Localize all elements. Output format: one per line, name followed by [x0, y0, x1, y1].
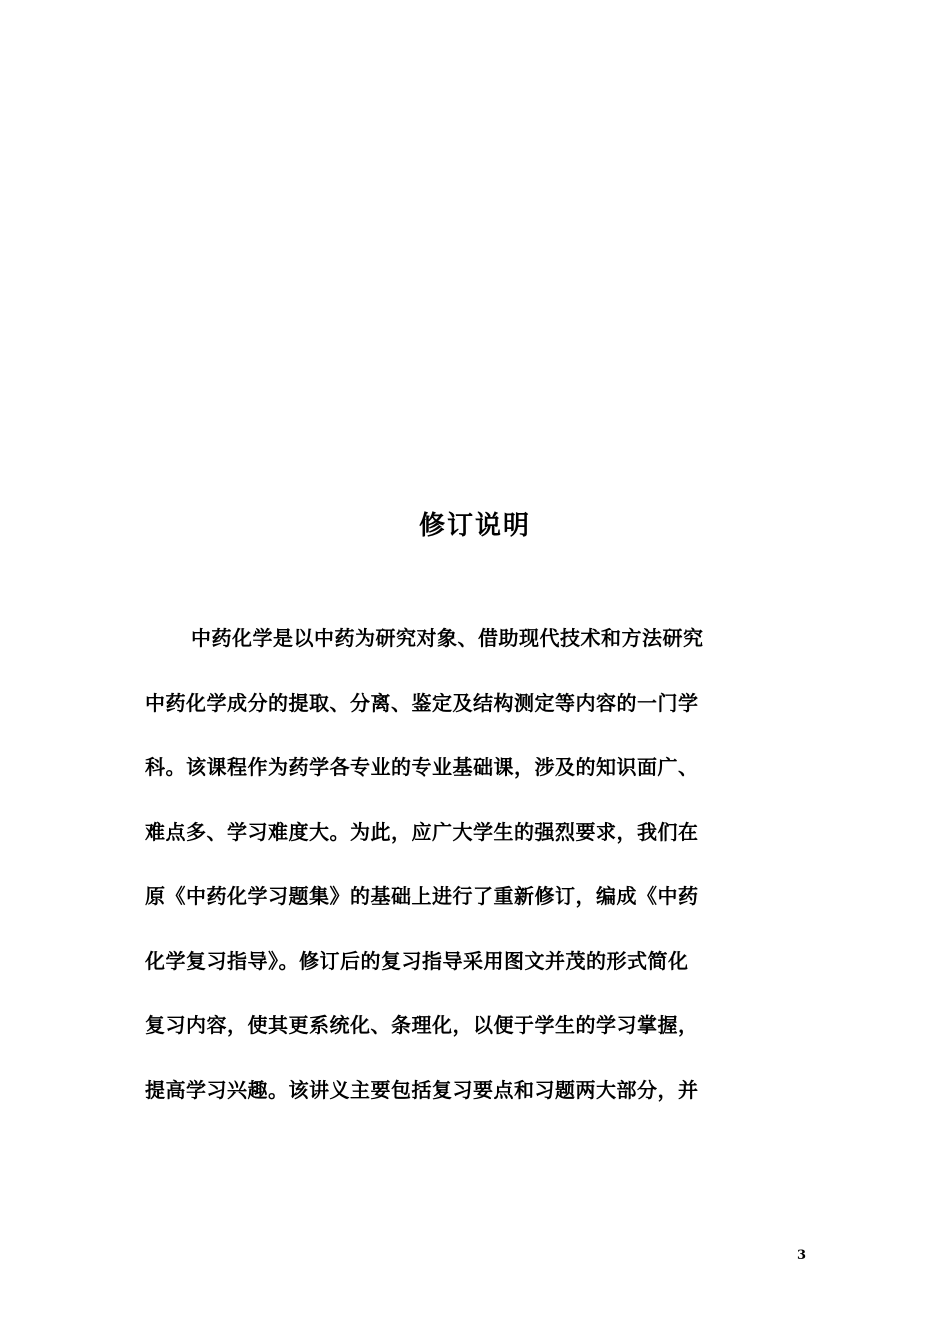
paragraph-line-6: 化学复习指导》。修订后的复习指导采用图文并茂的形式简化	[145, 948, 689, 973]
paragraph-line-4: 难点多、学习难度大。为此，应广大学生的强烈要求，我们在	[145, 819, 699, 844]
paragraph-line-7: 复习内容，使其更系统化、条理化，以便于学生的学习掌握，	[145, 1013, 699, 1037]
paragraph-line-2: 中药化学成分的提取、分离、鉴定及结构测定等内容的一门学	[145, 690, 699, 715]
page-number: 3	[796, 1248, 806, 1263]
body-paragraph	[145, 624, 807, 1140]
paragraph-line-8: 提高学习兴趣。该讲义主要包括复习要点和习题两大部分，并	[145, 1077, 699, 1102]
paragraph-line-3: 科。该课程作为药学各专业的专业基础课，涉及的知识面广、	[145, 755, 699, 779]
paragraph-line-5: 原《中药化学习题集》的基础上进行了重新修订，编成《中药	[145, 884, 699, 908]
paragraph-line-1: 中药化学是以中药为研究对象、借助现代技术和方法研究	[191, 626, 704, 650]
page-title: 修订说明	[418, 511, 531, 541]
